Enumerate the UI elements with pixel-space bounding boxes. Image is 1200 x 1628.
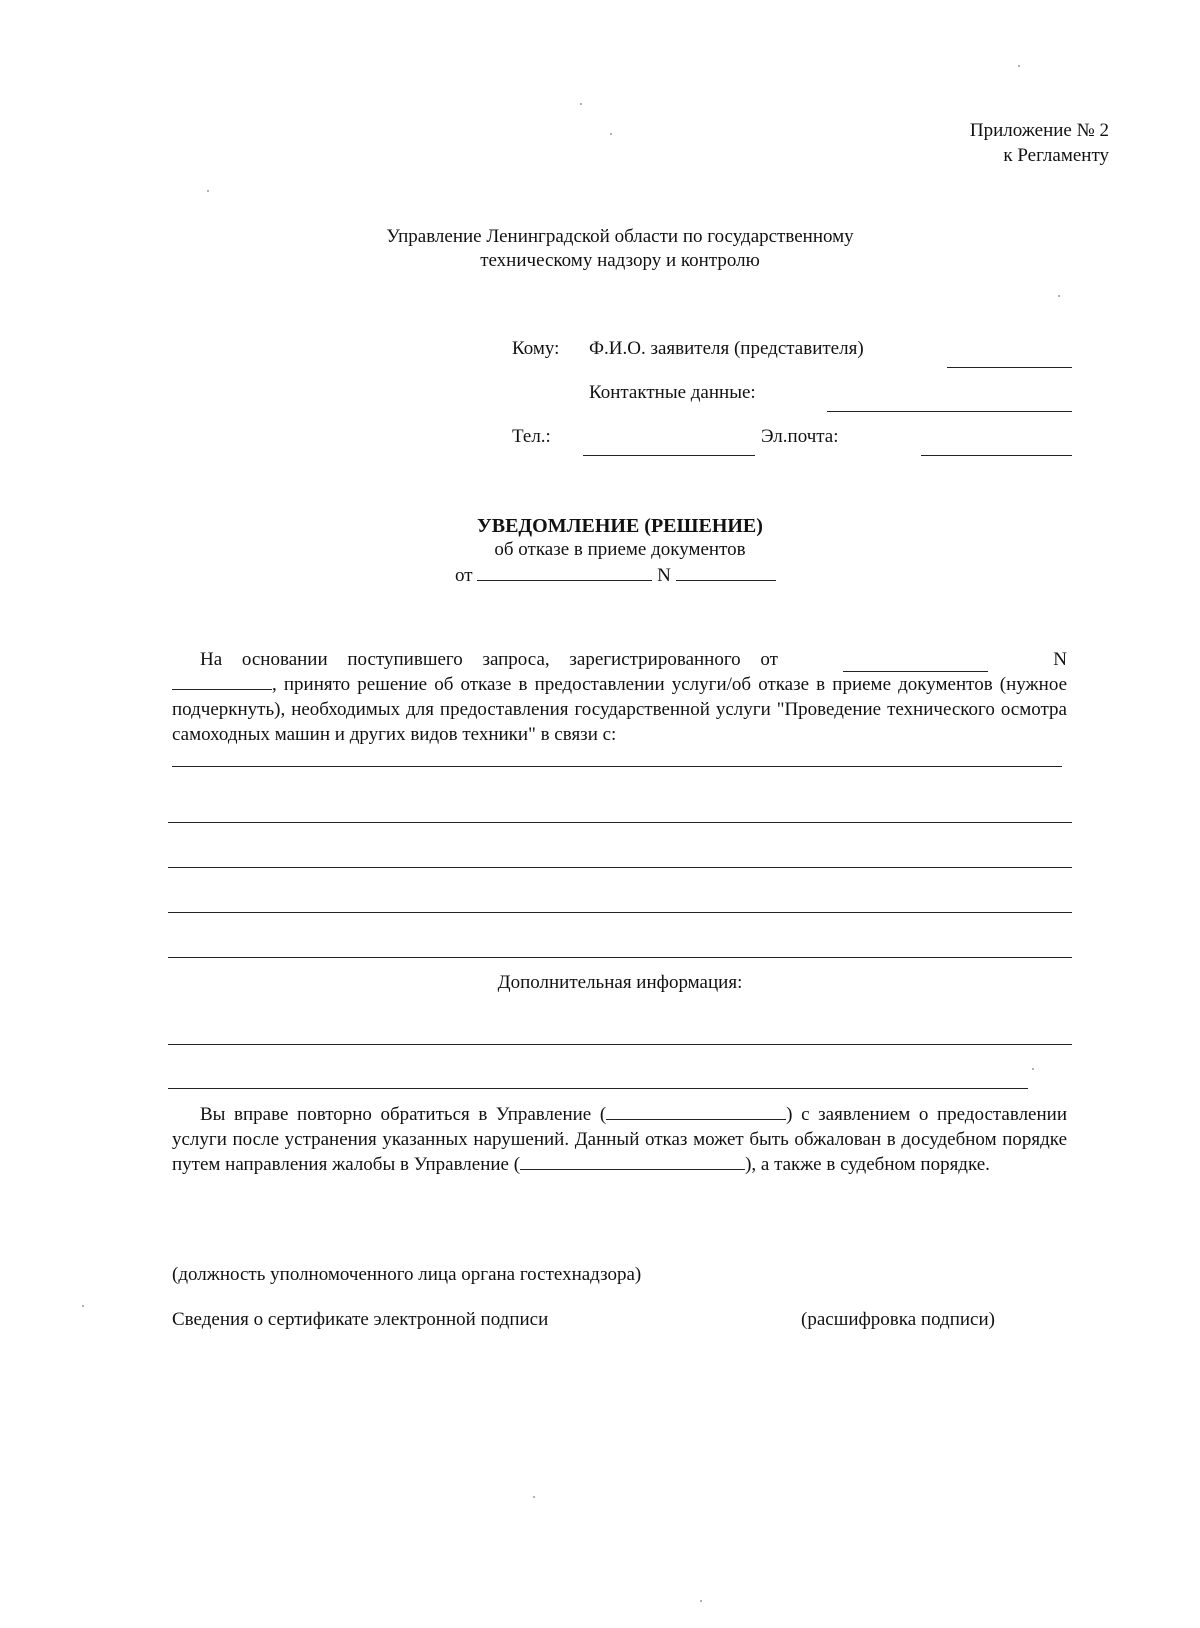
basis-intro-text: На основании поступившего запроса, зарегистрированного от <box>200 649 778 670</box>
scan-speck <box>1058 295 1060 297</box>
scan-speck <box>610 133 612 135</box>
phone-blank <box>583 455 755 456</box>
email-blank <box>921 455 1072 456</box>
scan-speck <box>1032 1068 1034 1070</box>
contacts-label: Контактные данные: <box>589 382 756 403</box>
to-label: Кому: <box>512 338 560 359</box>
scan-speck <box>700 1600 702 1602</box>
official-position-label: (должность уполномоченного лица органа гостехнадзора) <box>172 1264 642 1285</box>
appendix-number: Приложение № 2 <box>969 120 1109 141</box>
appeal-text-c: ), а также в судебном порядке. <box>745 1154 990 1175</box>
applicant-name-blank <box>947 367 1072 368</box>
document-title: УВЕДОМЛЕНИЕ (РЕШЕНИЕ) <box>477 515 763 537</box>
additional-info-line-2 <box>168 1088 1028 1089</box>
appeal-text-b: ) с заявлением о предоставлении услуги после устранения указанных нарушений. Данный отказ может быть обжалован в досудебном порядке путем направления жалобы в Управление ( <box>172 1104 1067 1175</box>
authority-contact-blank-1 <box>606 1102 786 1120</box>
authority-name-line2: техническому надзору и контролю <box>480 250 760 271</box>
scan-speck <box>82 1305 84 1307</box>
authority-name-line1: Управление Ленинградской области по государственному <box>386 226 854 247</box>
email-label: Эл.почта: <box>761 426 839 447</box>
date-blank <box>477 563 652 581</box>
request-number-label: N <box>1053 649 1067 670</box>
additional-info-label: Дополнительная информация: <box>497 972 743 993</box>
scan-speck <box>1018 65 1020 67</box>
certificate-info-label: Сведения о сертификате электронной подписи <box>172 1309 549 1330</box>
reason-line-5 <box>168 957 1072 958</box>
request-date-blank <box>843 654 988 672</box>
appeal-paragraph <box>172 1102 1067 1177</box>
document-subtitle: об отказе в приеме документов <box>494 539 746 560</box>
scan-speck <box>580 103 582 105</box>
date-number-line <box>455 563 776 587</box>
applicant-name-label: Ф.И.О. заявителя (представителя) <box>589 338 864 359</box>
number-label: N <box>657 565 671 586</box>
phone-label: Тел.: <box>512 426 551 447</box>
date-from-label: от <box>455 565 473 586</box>
authority-contact-blank-2 <box>520 1152 745 1170</box>
contacts-blank <box>827 411 1072 412</box>
additional-info-line-1 <box>168 1044 1072 1045</box>
basis-decision-text: , принято решение об отказе в предоставлении услуги/об отказе в приеме документов (нужное подчеркнуть), необходимых для предоставления государственной услуги "Проведение технического осмотра самоходных машин и других видов техники" в связи с: <box>172 674 1067 745</box>
signature-decode-label: (расшифровка подписи) <box>801 1309 995 1330</box>
scan-speck <box>533 1496 535 1498</box>
request-number-blank <box>172 672 272 690</box>
reason-line-4 <box>168 912 1072 913</box>
appeal-text-a: Вы вправе повторно обратиться в Управление ( <box>200 1104 607 1125</box>
reason-line-2 <box>168 822 1072 823</box>
reason-line-1 <box>172 766 1062 767</box>
reason-line-3 <box>168 867 1072 868</box>
refusal-basis-paragraph <box>172 647 1067 747</box>
appendix-reglament: к Регламенту <box>1003 145 1109 166</box>
scan-speck <box>207 190 209 192</box>
number-blank <box>676 563 776 581</box>
